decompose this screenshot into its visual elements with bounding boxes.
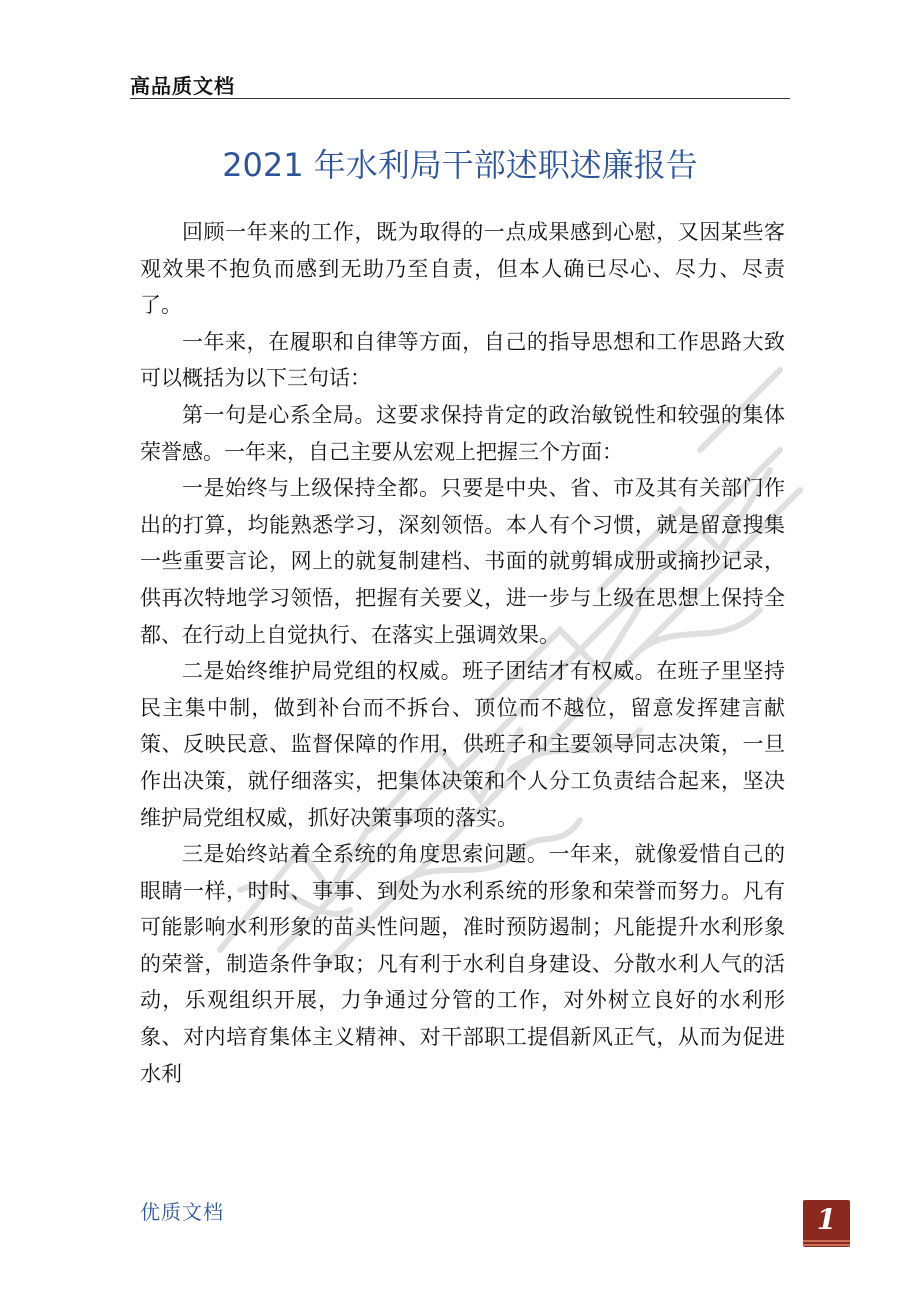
paragraph: 一年来，在履职和自律等方面，自己的指导思想和工作思路大致可以概括为以下三句话： — [140, 329, 785, 391]
header-label: 高品质文档 — [130, 74, 235, 98]
paragraph: 三是始终站着全系统的角度思索问题。一年来，就像爱惜自己的眼睛一样，时时、事事、到处为水利系统的形象和荣誉而努力。凡有可能影响水利形象的苗头性问题，准时预防遏制；凡能提升水利形象的荣誉，制造条件争取；凡有利于水利自身建设、分散水利人气的活动，乐观组织开展，力争通过分管的工作，对外树立良好的水利形象、对内培育集体主义精神、对干部职工提倡新风正气，从而为促进水利 — [140, 842, 785, 1086]
paragraph: 二是始终维护局党组的权威。班子团结才有权威。在班子里坚持民主集中制，做到补台而不拆台、顶位而不越位，留意发挥建言献策、反映民意、监督保障的作用，供班子和主要领导同志决策，一旦作出决策，就仔细落实，把集体决策和个人分工负责结合起来，坚决维护局党组权威，抓好决策事项的落实。 — [140, 659, 785, 830]
page-header — [130, 68, 790, 99]
document-title: 2021 年水利局干部述职述廉报告 — [222, 146, 698, 184]
paragraph: 一是始终与上级保持全都。只要是中央、省、市及其有关部门作出的打算，均能熟悉学习，深刻领悟。本人有个习惯，就是留意搜集一些重要言论，网上的就复制建档、书面的就剪辑成册或摘抄记录，供再次特地学习领悟，把握有关要义，进一步与上级在思想上保持全都、在行动上自觉执行、在落实上强调效果。 — [140, 476, 785, 647]
paragraph: 第一句是心系全局。这要求保持肯定的政治敏锐性和较强的集体荣誉感。一年来，自己主要从宏观上把握三个方面： — [140, 402, 785, 464]
paragraph: 回顾一年来的工作，既为取得的一点成果感到心慰，又因某些客观效果不抱负而感到无助乃至自责，但本人确已尽心、尽力、尽责了。 — [140, 220, 785, 318]
document-body — [140, 214, 785, 1092]
page-number: 1 — [816, 1203, 837, 1236]
badge-stripe — [803, 1244, 850, 1246]
badge-stripe — [803, 1240, 850, 1242]
page-number-badge — [803, 1200, 850, 1247]
footer-label: 优质文档 — [140, 1200, 224, 1224]
